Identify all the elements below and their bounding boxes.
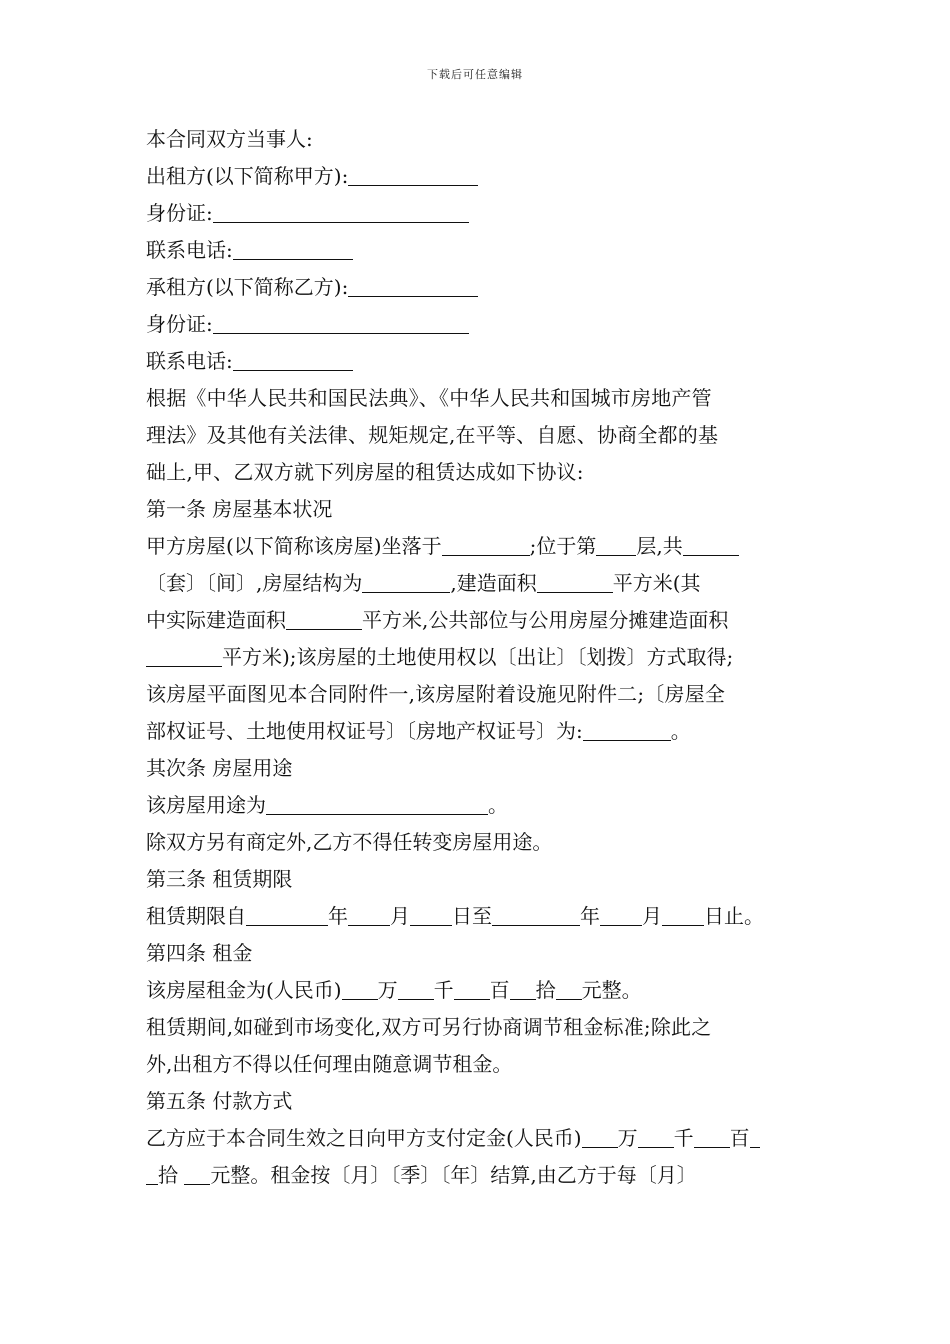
building-area-blank[interactable] [537,570,613,593]
article-4-line-2: 租赁期间,如碰到市场变化,双方可另行协商调节租金标准;除此之 [146,1015,712,1039]
total-floors-blank[interactable] [683,533,739,556]
location-blank[interactable] [442,533,530,556]
lessee-name-blank[interactable] [348,274,478,297]
page-header-note: 下载后可任意编辑 [427,68,523,81]
article-1-line-1: 甲方房屋(以下简称该房屋)坐落于 ;位于第 层,共 [146,528,816,565]
end-month-blank[interactable] [600,903,642,926]
article-5-line-2: 拾 元整。租金按〔月〕〔季〕〔年〕结算,由乙方于每〔月〕 [146,1157,816,1194]
article-1-line-4: 平方米);该房屋的土地使用权以〔出让〕〔划拨〕方式取得; [146,639,816,676]
article-5-heading: 第五条 付款方式 [146,1089,293,1113]
rent-wan-blank[interactable] [342,977,378,1000]
end-day-blank[interactable] [662,903,704,926]
article-1-line-6: 部权证号、土地使用权证号〕〔房地产权证号〕为: 。 [146,719,691,743]
parties-heading: 本合同双方当事人: [146,127,313,151]
lessee-phone-blank[interactable] [233,348,353,371]
rent-shi-blank[interactable] [510,977,536,1000]
article-2-heading: 其次条 房屋用途 [146,756,293,780]
lessee-line: 承租方(以下简称乙方): [146,269,816,306]
deposit-wan-blank[interactable] [582,1125,618,1148]
article-4-line-1: 该房屋租金为(人民币) 万 千 百 拾 元整。 [146,978,642,1002]
actual-area-blank[interactable] [286,607,362,630]
rent-bai-blank[interactable] [454,977,490,1000]
article-3-heading: 第三条 租赁期限 [146,867,293,891]
house-use-blank[interactable] [266,792,488,815]
preamble-line-3: 础上,甲、乙双方就下列房屋的租赁达成如下协议: [146,460,584,484]
article-5-line-1: 乙方应于本合同生效之日向甲方支付定金(人民币) 万 千 百 [146,1120,816,1157]
preamble-line-1: 根据《中华人民共和国民法典》、《中华人民共和国城市房地产管 [146,386,712,410]
deposit-bai-blank[interactable] [694,1125,730,1148]
start-month-blank[interactable] [348,903,390,926]
structure-blank[interactable] [362,570,450,593]
rent-yuan-blank[interactable] [556,977,582,1000]
contract-body [146,121,816,1194]
article-4-heading: 第四条 租金 [146,941,253,965]
lessor-id-line: 身份证: [146,195,816,232]
article-1-heading: 第一条 房屋基本状况 [146,497,333,521]
deposit-qian-blank[interactable] [638,1125,674,1148]
lessor-line: 出租方(以下简称甲方): [146,158,816,195]
preamble-line-2: 理法》及其他有关法律、规矩规定,在平等、自愿、协商全都的基 [146,423,719,447]
start-year-blank[interactable] [246,903,328,926]
article-1-line-2: 〔套〕〔间〕,房屋结构为 ,建造面积 平方米(其 [146,571,701,595]
lessor-phone-blank[interactable] [233,237,353,260]
article-3-line-1: 租赁期限自 年 月 日至 年 月 日止。 [146,904,764,928]
lessor-name-blank[interactable] [348,163,478,186]
floor-blank[interactable] [596,533,636,556]
rent-qian-blank[interactable] [398,977,434,1000]
deposit-shi-blank[interactable] [750,1125,760,1148]
article-2-line-2: 除双方另有商定外,乙方不得任转变房屋用途。 [146,830,553,854]
lessee-id-line: 身份证: [146,306,816,343]
article-4-line-3: 外,出租方不得以任何理由随意调节租金。 [146,1052,513,1076]
lessor-id-blank[interactable] [213,200,469,223]
shared-area-blank[interactable] [146,644,222,667]
deposit-shi-blank-cont[interactable] [146,1162,158,1185]
end-year-blank[interactable] [492,903,580,926]
lessee-id-blank[interactable] [213,311,469,334]
lessee-phone-line: 联系电话: [146,343,816,380]
deposit-yuan-blank[interactable] [184,1162,210,1185]
start-day-blank[interactable] [410,903,452,926]
article-2-line-1: 该房屋用途为 。 [146,793,508,817]
lessor-phone-line: 联系电话: [146,232,816,269]
article-1-line-3: 中实际建造面积 平方米,公共部位与公用房屋分摊建造面积 [146,608,729,632]
article-1-line-5: 该房屋平面图见本合同附件一,该房屋附着设施见附件二;〔房屋全 [146,682,726,706]
certificate-number-blank[interactable] [583,718,671,741]
